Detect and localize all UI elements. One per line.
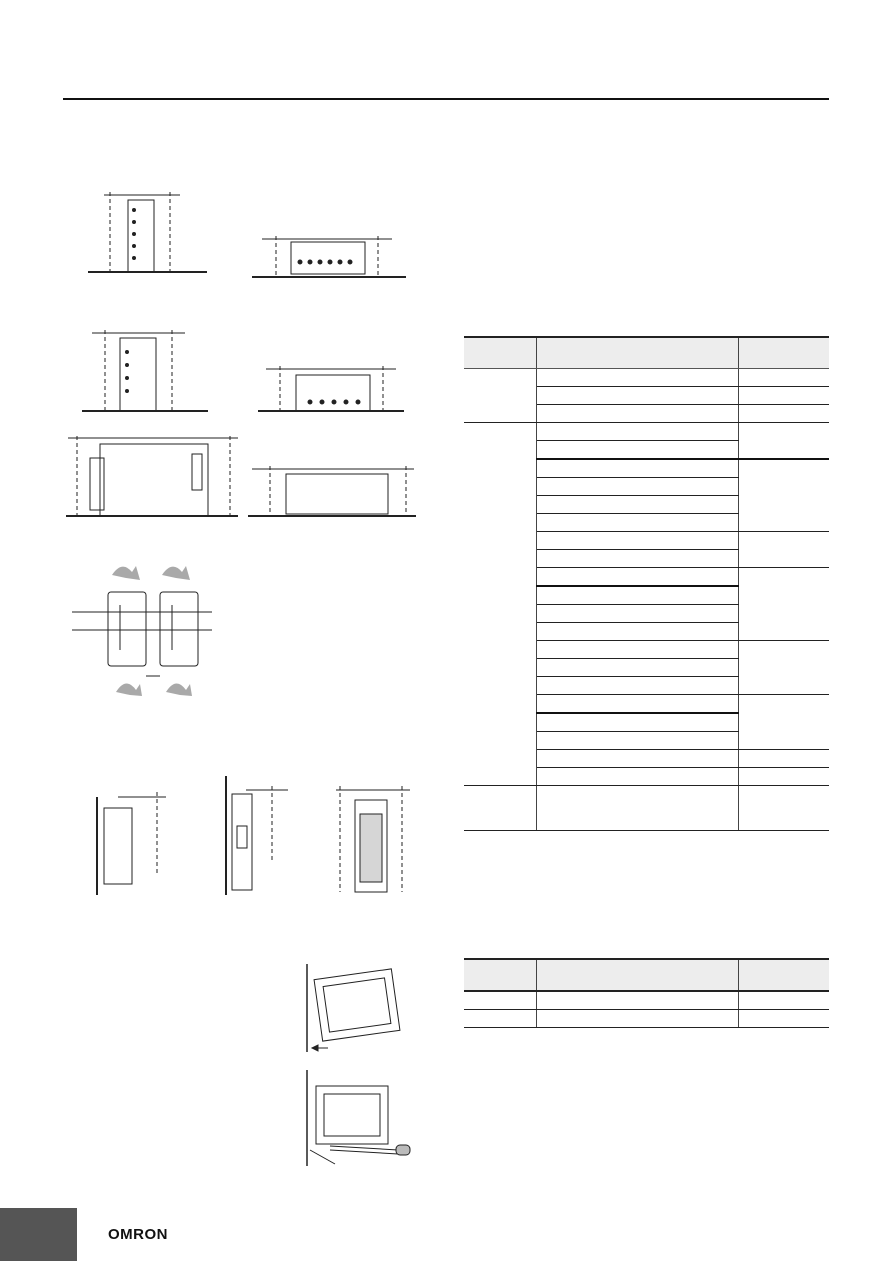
- mounting-drawing-9: [336, 786, 410, 892]
- spec-table-2: [464, 958, 829, 1028]
- din-rail-mount-step-2: [307, 1070, 398, 1166]
- mounting-drawing-1: [88, 192, 207, 272]
- mounting-drawing-5: [66, 436, 238, 516]
- table-row: [464, 1010, 829, 1028]
- din-rail-airflow-drawing: [72, 592, 212, 676]
- table-header-cell: [536, 959, 738, 991]
- table-header-row: [464, 959, 829, 991]
- table-header-row: [464, 337, 829, 369]
- mounting-drawing-3: [82, 330, 208, 411]
- mounting-drawing-4: [258, 366, 404, 411]
- din-rail-mount-step-1: [307, 964, 400, 1052]
- table-header-cell: [464, 337, 536, 369]
- table-header-cell: [738, 959, 829, 991]
- table-header-cell: [536, 337, 738, 369]
- screwdriver-icon: [396, 1145, 410, 1155]
- mounting-drawing-7: [97, 792, 166, 895]
- table-row: [464, 991, 829, 1010]
- mounting-drawing-2: [252, 236, 406, 277]
- spec-table-1: [464, 336, 829, 831]
- brand-logo: OMRON: [108, 1226, 168, 1243]
- mounting-drawing-6: [248, 466, 416, 516]
- page-tab: [0, 1208, 77, 1261]
- table-header-cell: [464, 959, 536, 991]
- table-header-cell: [738, 337, 829, 369]
- mounting-drawing-8: [226, 776, 288, 895]
